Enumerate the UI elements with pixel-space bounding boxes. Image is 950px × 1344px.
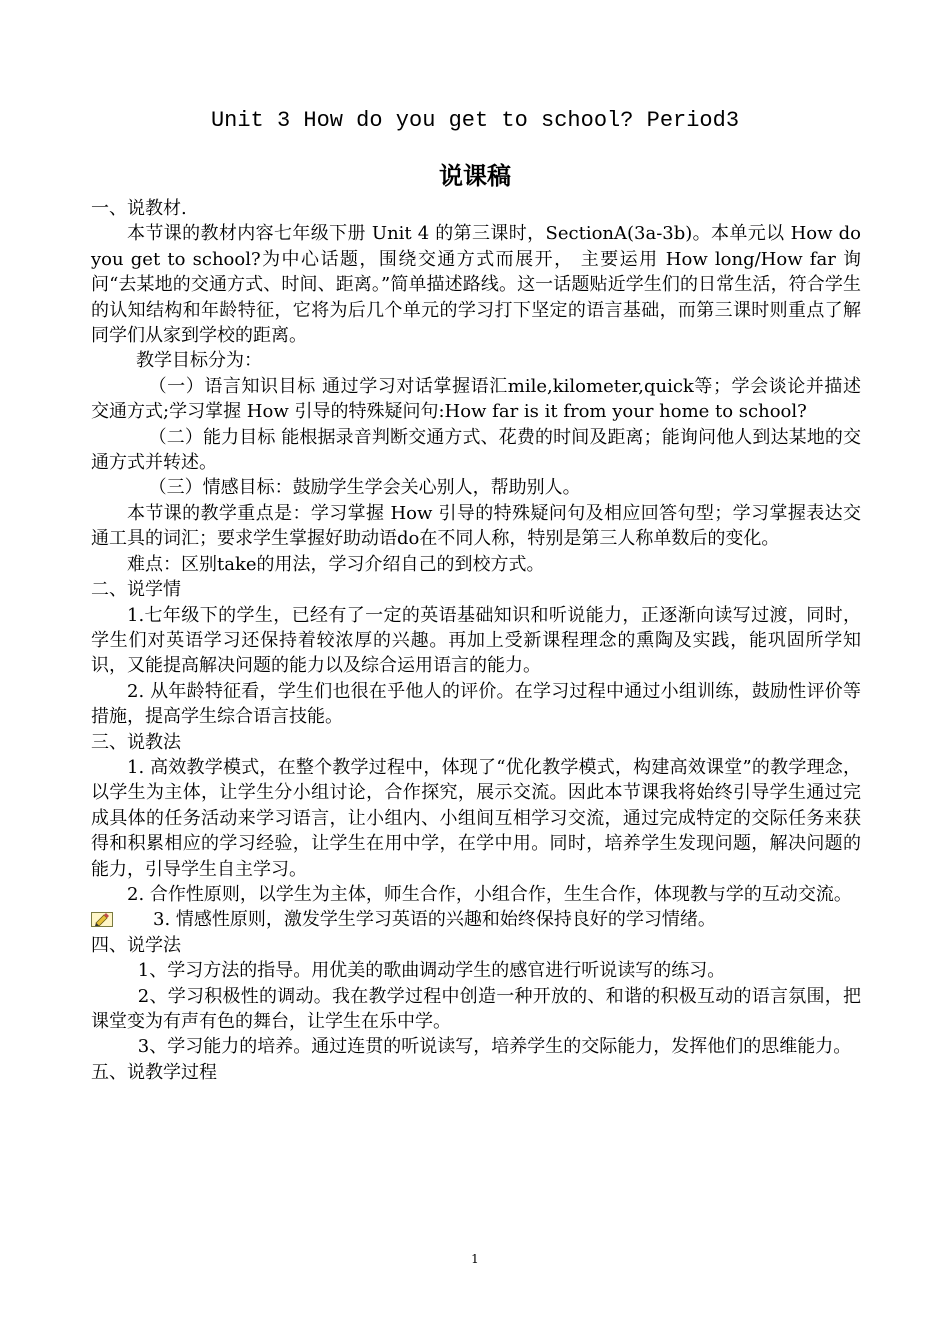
paragraph-method-2: 2. 合作性原则，以学生为主体，师生合作，小组合作，生生合作，体现教与学的互动交流。 [127, 883, 852, 905]
section-heading-4: 四、说学法 [91, 934, 181, 956]
section-heading-3: 三、说教法 [91, 731, 181, 753]
paragraph-learning-2: 2、学习积极性的调动。我在教学过程中创造一种开放的、和谐的积极互动的语言氛围，把课堂变为有声有色的舞台，让学生在乐中学。 [91, 985, 861, 1032]
paragraph-method-1: 1. 高效教学模式，在整个教学过程中，体现了“优化教学模式，构建高效课堂”的教学理念，以学生为主体，让学生分小组讨论，合作探究，展示交流。因此本节课我将始终引导学生通过完成具体的任务活动来学习语言，让小组内、小组间互相学习交流，通过完成特定的交际任务来获得和积累相应的学习经验，让学生在用中学，在学中用。同时，培养学生发现问题，解决问题的能力，引导学生自主学习。 [91, 756, 861, 880]
paragraph-learning-1: 1、学习方法的指导。用优美的歌曲调动学生的感官进行听说读写的练习。 [137, 960, 726, 982]
section-heading-2: 二、说学情 [91, 579, 181, 601]
section-heading-5: 五、说教学过程 [91, 1061, 217, 1083]
paragraph-learning-3: 3、学习能力的培养。通过连贯的听说读写，培养学生的交际能力，发挥他们的思维能力。 [137, 1036, 852, 1058]
paragraph-difficulties: 难点：区别take的用法，学习介绍自己的到校方式。 [127, 553, 545, 575]
paragraph-method-3: 3. 情感性原则，激发学生学习英语的兴趣和始终保持良好的学习情绪。 [153, 909, 716, 931]
paragraph-key-points: 本节课的教学重点是：学习掌握 How 引导的特殊疑问句及相应回答句型；学习掌握表达交通工具的词汇；要求学生掌握好助动语do在不同人称，特别是第三人称单数后的变化。 [91, 502, 861, 550]
paragraph-students-1: 1.七年级下的学生，已经有了一定的英语基础知识和听说能力，正逐渐向读写过渡，同时，学生们对英语学习还保持着较浓厚的兴趣。再加上受新课程理念的熏陶及实践，能巩固所学知识，又能提高解决问题的能力以及综合运用语言的能力。 [91, 604, 861, 677]
pencil-icon [91, 909, 113, 924]
section-heading-1: 一、说教材. [91, 198, 187, 219]
paragraph-textbook: 本节课的教材内容七年级下册 Unit 4 的第三课时，SectionA(3a-3b)。本单元以 How do you get to school?为中心话题，围绕交通方式而展开， 主要运用 How long/How far 询问“去某地的交通方式、时间、距离。”简单描述路线。这一话题贴近学生们的日常生活，符合学生的认知结构和年龄特征，它将为后几个单元的学习打下坚定的语言基础，而第三课时则重点了解同学们从家到学校的距离。 [91, 223, 861, 347]
document-subtitle: 说课稿 [439, 161, 511, 190]
paragraph-goal-knowledge: （一）语言知识目标 通过学习对话掌握语汇mile,kilometer,quick等；学会谈论并描述交通方式;学习掌握 How 引导的特殊疑问句:How far is it from your home to school? [91, 375, 861, 423]
document-title: Unit 3 How do you get to school? Period3 [210, 108, 740, 133]
paragraph-goal-ability: （二）能力目标 能根据录音判断交通方式、花费的时间及距离；能询问他人到达某地的交通方式并转述。 [91, 426, 861, 474]
document-body [91, 196, 861, 1085]
paragraph-students-2: 2. 从年龄特征看，学生们也很在乎他人的评价。在学习过程中通过小组训练，鼓励性评价等措施，提高学生综合语言技能。 [91, 680, 861, 728]
paragraph-method-3-line [91, 907, 861, 932]
page-number: 1 [471, 1252, 479, 1266]
paragraph-goal-emotion: （三）情感目标：鼓励学生学会关心别人，帮助别人。 [148, 477, 581, 499]
paragraph-goals-intro: 教学目标分为： [136, 350, 262, 372]
